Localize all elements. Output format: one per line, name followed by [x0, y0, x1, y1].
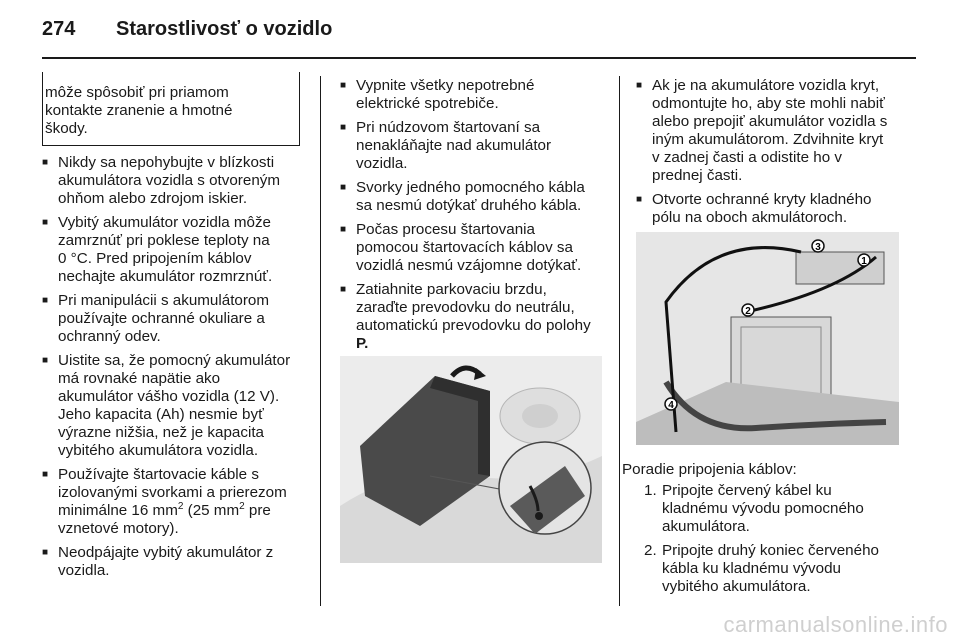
- bullet-item: ■ Otvorte ochranné kryty kladného pólu na oboch akmulátoroch.: [636, 191, 910, 227]
- warning-text: môže spôsobiť pri priamom kontakte zranenie a hmotné škody.: [45, 84, 233, 137]
- bullet-item: ■ Nikdy sa nepohybujte v blízkosti akumulátora vozidla s otvoreným ohňom alebo zdrojom iskier.: [42, 154, 312, 208]
- bullet-item: ■ Zatiahnite parkovaciu brzdu, zaraďte prevodovku do neutrálu, automatickú prevodovku do polohy P.: [340, 281, 612, 353]
- column-1: [42, 154, 312, 586]
- step-item: 1. Pripojte červený kábel ku kladnému vývodu pomocného akumulátora.: [644, 482, 864, 535]
- bullet-item: ■ Pri manipulácii s akumulátorom používajte ochranné okuliare a ochranný odev.: [42, 292, 312, 346]
- bullet-item: ■ Pri núdzovom štartovaní sa nenakláňajte nad akumulátor vozidla.: [340, 119, 612, 173]
- page-title: Starostlivosť o vozidlo: [116, 18, 333, 40]
- column-divider-2: [619, 76, 620, 606]
- bullet-item: ■ Vybitý akumulátor vozidla môže zamrznúť pri poklese teploty na 0 °C. Pred pripojením káblov nechajte akumulátor rozmrznúť.: [42, 214, 312, 286]
- order-title: Poradie pripojenia káblov:: [622, 461, 797, 478]
- column-divider-1: [320, 76, 321, 606]
- bullet-item: ■ Neodpájajte vybitý akumulátor z vozidla.: [42, 544, 312, 580]
- bullet-item: ■ Používajte štartovacie káble s izolovanými svorkami a prierezom minimálne 16 $mm^2$ (25 $mm^2$ pre vznetové motory).: [42, 466, 312, 538]
- column-3: [636, 77, 910, 233]
- jumper-cables-illustration: [636, 232, 899, 445]
- page-number: 274: [42, 18, 76, 40]
- watermark: carmanualsonline.info: [723, 612, 948, 637]
- bullet-item: ■ Uistite sa, že pomocný akumulátor má rovnaké napätie ako akumulátor vášho vozidla (12 V). Jeho kapacita (Ah) nesmie byť výrazne nižšia, než je kapacita vybitého akumulátora vozidla.: [42, 352, 312, 460]
- bullet-item: ■ Ak je na akumulátore vozidla kryt, odmontujte ho, aby ste mohli nabiť alebo prepojiť akumulátor vozidla s iným akumulátorom. Zdvihnite kryt v zadnej časti a odistite ho v prednej časti.: [636, 77, 910, 185]
- page-header: [42, 18, 332, 41]
- step-item: 2. Pripojte druhý koniec červeného kábla ku kladnému vývodu vybitého akumulátora.: [644, 542, 879, 595]
- callout-2: 2: [745, 306, 751, 317]
- bullet-item: ■ Svorky jedného pomocného kábla sa nesmú dotýkať druhého kábla.: [340, 179, 612, 215]
- header-rule: [42, 57, 916, 59]
- callout-4: 4: [668, 400, 674, 411]
- callout-1: 1: [861, 256, 867, 267]
- battery-cover-illustration: [340, 356, 602, 563]
- column-2: [340, 77, 612, 359]
- callout-3: 3: [815, 242, 821, 253]
- warning-box: [42, 72, 300, 146]
- connection-order: [622, 461, 912, 602]
- bullet-item: ■ Počas procesu štartovania pomocou štartovacích káblov sa vozidlá nesmú vzájomne dotýkať.: [340, 221, 612, 275]
- bullet-item: ■ Vypnite všetky nepotrebné elektrické spotrebiče.: [340, 77, 612, 113]
